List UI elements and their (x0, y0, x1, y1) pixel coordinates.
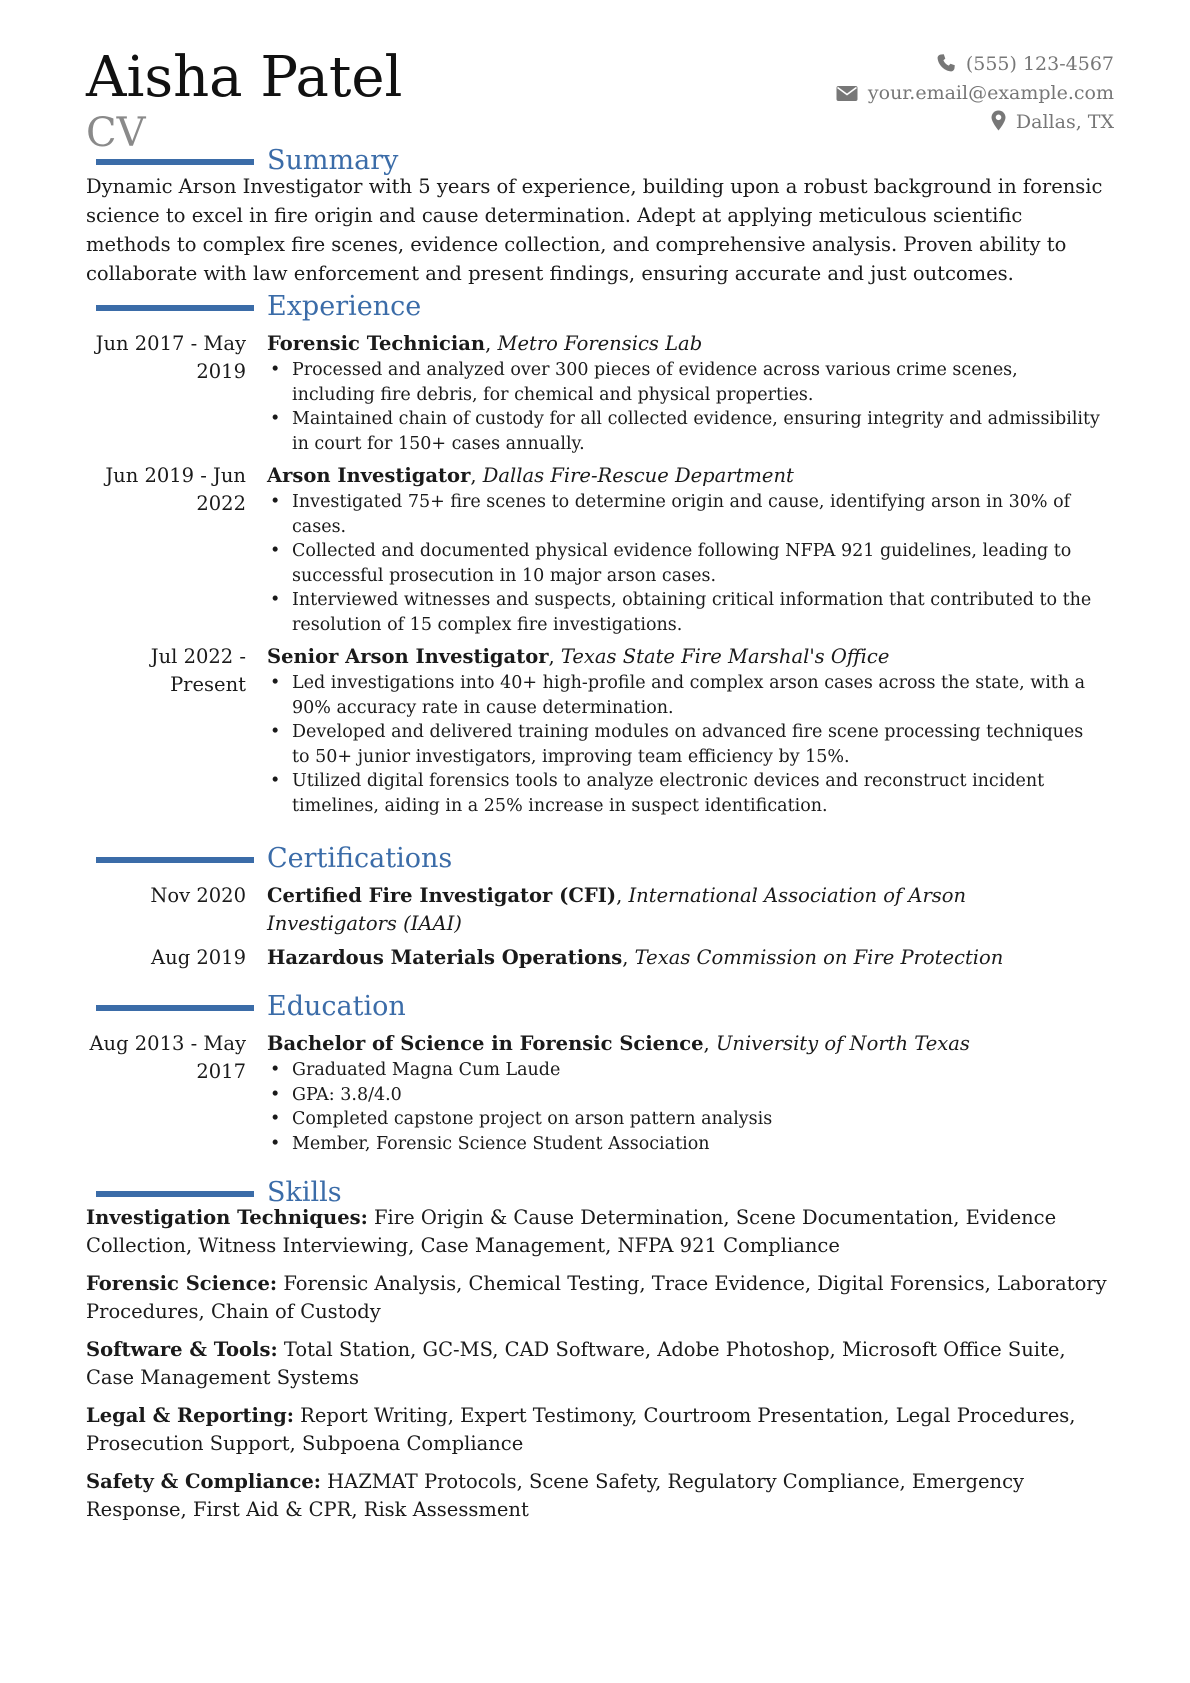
skill-category: Forensic Science: (86, 1272, 278, 1295)
list-item: • Graduated Magna Cum Laude (292, 1058, 1100, 1083)
skill-row (86, 1270, 1114, 1326)
entry-date: Jun 2017 - May 2019 (95, 332, 246, 383)
skill-row (86, 1204, 1114, 1260)
skill-row (86, 1468, 1114, 1524)
section-header (86, 1176, 1114, 1212)
list-item: • Collected and documented physical evidence following NFPA 921 guidelines, leading to successful prosecution in 10 major arson cases. (292, 539, 1100, 588)
skill-list: HAZMAT Protocols, Scene Safety, Regulatory Compliance, Emergency Response, First Aid & CPR, Risk Assessment (86, 1470, 1025, 1521)
skill-row (86, 1336, 1114, 1392)
phone-text: (555) 123-4567 (965, 53, 1114, 75)
phone-icon (936, 53, 956, 73)
section-accent-bar (96, 159, 254, 165)
contact-email[interactable] (836, 79, 1114, 108)
list-item: • Led investigations into 40+ high-profile and complex arson cases across the state, with a 90% accuracy rate in cause determination. (292, 671, 1100, 720)
section-accent-bar (96, 305, 254, 311)
section-title: Skills (267, 1177, 342, 1208)
education-section (86, 990, 1114, 1162)
entry-date: Aug 2013 - May 2017 (89, 1032, 246, 1083)
list-item: • GPA: 3.8/4.0 (292, 1083, 1100, 1108)
contact-location (836, 108, 1114, 137)
entry-date: Jun 2019 - Jun 2022 (105, 464, 246, 515)
skill-category: Safety & Compliance: (86, 1470, 321, 1493)
section-header (86, 842, 1114, 878)
skill-list: Report Writing, Expert Testimony, Courtroom Presentation, Legal Procedures, Prosecution Support, Subpoena Compliance (86, 1404, 1076, 1455)
envelope-icon (836, 85, 858, 102)
contact-block (836, 50, 1114, 137)
employer: Metro Forensics Lab (497, 332, 703, 355)
certifications-section (86, 842, 1114, 978)
map-pin-icon (991, 110, 1006, 131)
list-item: • Investigated 75+ fire scenes to determine origin and cause, identifying arson in 30% of cases. (292, 490, 1100, 539)
skill-list: Total Station, GC-MS, CAD Software, Adobe Photoshop, Microsoft Office Suite, Case Management Systems (86, 1338, 1066, 1389)
section-title: Summary (267, 145, 399, 176)
list-item: • Developed and delivered training modules on advanced fire scene processing techniques to 50+ junior investigators, improving team efficiency by 15%. (292, 720, 1100, 769)
skill-list: Forensic Analysis, Chemical Testing, Trace Evidence, Digital Forensics, Laboratory Procedures, Chain of Custody (86, 1272, 1107, 1323)
email-text: your.email@example.com (867, 82, 1114, 104)
list-item: • Member, Forensic Science Student Association (292, 1132, 1100, 1157)
employer: Dallas Fire-Rescue Department (482, 464, 794, 487)
skills-section (86, 1176, 1114, 1534)
skill-category: Software & Tools: (86, 1338, 278, 1361)
list-item: • Completed capstone project on arson pattern analysis (292, 1107, 1100, 1132)
employer: Texas State Fire Marshal's Office (560, 645, 890, 668)
education-entry: Aug 2013 - May 2017 Bachelor of Science in Forensic Science, University of North Texas • Graduated Magna Cum Laude • GPA: 3.8/4.0 • Completed capstone project on arson pattern analysis • Member, Forensic Science Student Association (86, 1030, 1114, 1156)
experience-entry: Jun 2017 - May 2019 Forensic Technician, Metro Forensics Lab • Processed and analyzed over 300 pieces of evidence across various crime scenes, including fire debris, for chemical and physical properties. • Maintained chain of custody for all collected evidence, ensuring integrity and admissibility in court for 150+ cases annually. (86, 330, 1114, 456)
entry-date: Aug 2019 (151, 946, 246, 969)
certification-name: Certified Fire Investigator (CFI) (267, 884, 617, 907)
job-title: Forensic Technician (267, 332, 486, 355)
section-accent-bar (96, 1005, 254, 1011)
section-title: Certifications (267, 843, 453, 874)
entry-date: Jul 2022 - Present (150, 645, 246, 696)
job-title: Arson Investigator (267, 464, 471, 487)
certification-entry: Aug 2019 Hazardous Materials Operations, Texas Commission on Fire Protection (86, 944, 1114, 972)
skill-row (86, 1402, 1114, 1458)
degree: Bachelor of Science in Forensic Science (267, 1032, 704, 1055)
summary-section (86, 144, 1114, 288)
list-item: • Interviewed witnesses and suspects, obtaining critical information that contributed to the resolution of 15 complex fire investigations. (292, 588, 1100, 637)
experience-entry: Jul 2022 - Present Senior Arson Investigator, Texas State Fire Marshal's Office • Led investigations into 40+ high-profile and complex arson cases across the state, with a 90% accuracy rate in cause determination. • Developed and delivered training modules on advanced fire scene processing techniques to 50+ junior investigators, improving team efficiency by 15%. • Utilized digital forensics tools to analyze electronic devices and reconstruct incident timelines, aiding in a 25% increase in suspect identification. (86, 643, 1114, 818)
experience-entry: Jun 2019 - Jun 2022 Arson Investigator, Dallas Fire-Rescue Department • Investigated 75+ fire scenes to determine origin and cause, identifying arson in 30% of cases. • Collected and documented physical evidence following NFPA 921 guidelines, leading to successful prosecution in 10 major arson cases. • Interviewed witnesses and suspects, obtaining critical information that contributed to the resolution of 15 complex fire investigations. (86, 462, 1114, 637)
section-header (86, 290, 1114, 326)
certifying-body: Texas Commission on Fire Protection (634, 946, 1004, 969)
certifying-body: International Association of Arson Investigators (IAAI) (267, 884, 967, 935)
section-title: Education (267, 991, 406, 1022)
experience-section (86, 290, 1114, 824)
skill-list: Fire Origin & Cause Determination, Scene Documentation, Evidence Collection, Witness Interviewing, Case Management, NFPA 921 Compliance (86, 1206, 1057, 1257)
list-item: • Maintained chain of custody for all collected evidence, ensuring integrity and admissibility in court for 150+ cases annually. (292, 407, 1100, 456)
school: University of North Texas (715, 1032, 970, 1055)
section-header (86, 990, 1114, 1026)
skill-category: Investigation Techniques: (86, 1206, 368, 1229)
job-title: Senior Arson Investigator (267, 645, 549, 668)
certification-entry: Nov 2020 Certified Fire Investigator (CFI), International Association of Arson Investigators (IAAI) (86, 882, 1114, 938)
location-text: Dallas, TX (1015, 111, 1114, 133)
section-accent-bar (96, 857, 254, 863)
entry-date: Nov 2020 (150, 884, 246, 907)
summary-text: Dynamic Arson Investigator with 5 years of experience, building upon a robust background in forensic science to excel in fire origin and cause determination. Adept at applying meticulous scientific methods to complex fire scenes, evidence collection, and comprehensive analysis. Proven ability to collaborate with law enforcement and present findings, ensuring accurate and just outcomes. (86, 175, 1103, 285)
section-title: Experience (267, 291, 422, 322)
document-subtitle: CV (86, 110, 146, 156)
section-header (86, 144, 1114, 180)
list-item: • Processed and analyzed over 300 pieces of evidence across various crime scenes, including fire debris, for chemical and physical properties. (292, 358, 1100, 407)
section-accent-bar (96, 1191, 254, 1197)
certification-name: Hazardous Materials Operations (267, 946, 623, 969)
list-item: • Utilized digital forensics tools to analyze electronic devices and reconstruct incident timelines, aiding in a 25% increase in suspect identification. (292, 769, 1100, 818)
person-name: Aisha Patel (86, 45, 403, 110)
contact-phone[interactable] (836, 50, 1114, 79)
skill-category: Legal & Reporting: (86, 1404, 294, 1427)
